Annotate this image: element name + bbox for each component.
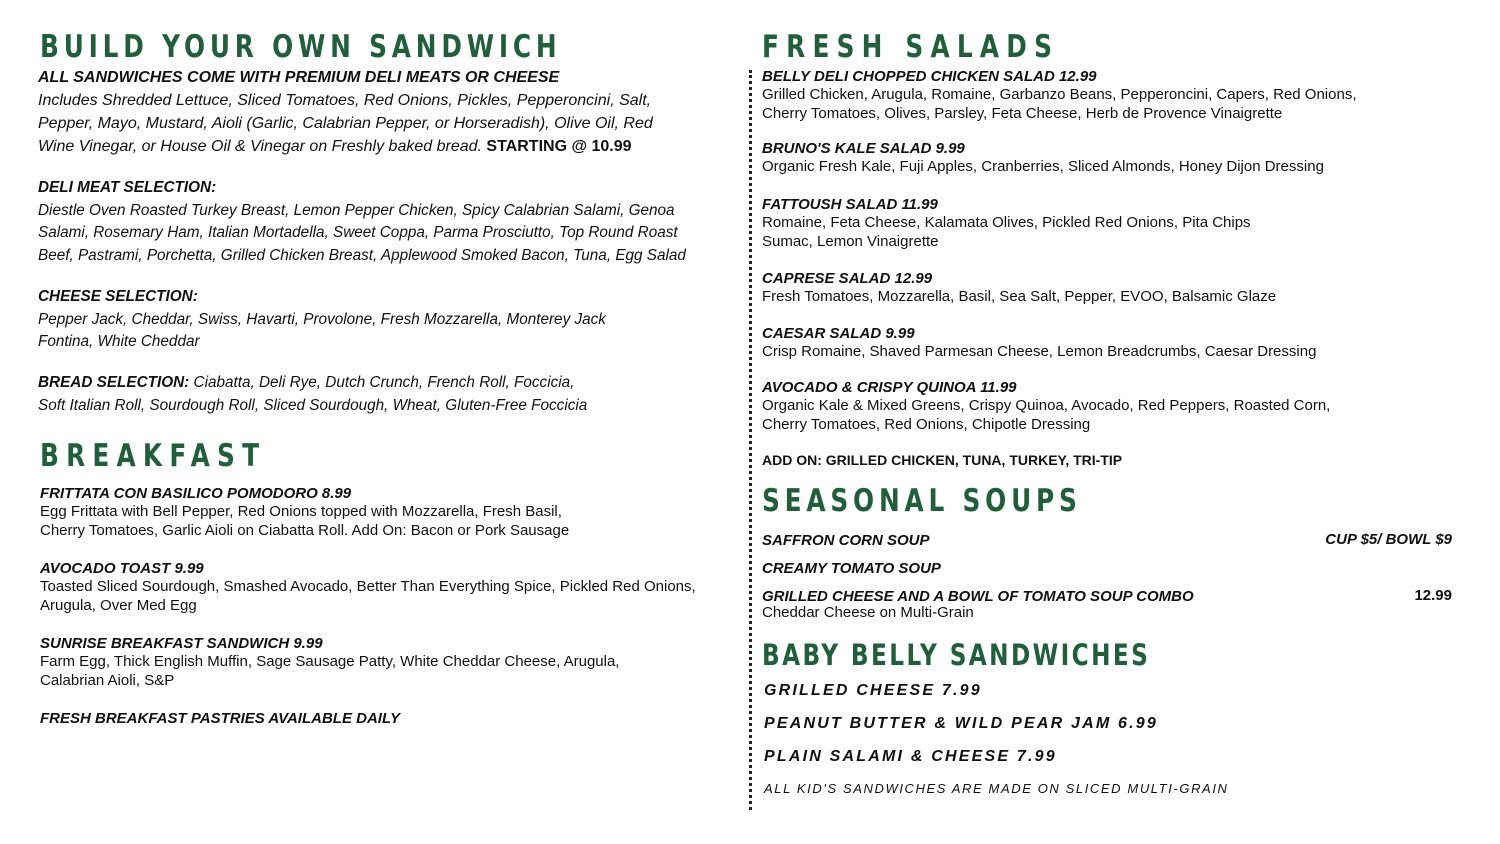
soup-item: SAFFRON CORN SOUP <box>762 532 930 549</box>
salad-item <box>762 324 1462 362</box>
soup-combo-desc: Cheddar Cheese on Multi-Grain <box>762 604 974 621</box>
breakfast-item-title: FRITTATA CON BASILICO POMODORO 8.99 <box>40 485 352 502</box>
salad-item <box>762 195 1462 251</box>
sandwich-intro <box>38 66 738 158</box>
bread-selection-first-line <box>38 372 738 395</box>
meat-selection-label: DELI MEAT SELECTION: <box>38 179 217 196</box>
sandwich-intro-line: Wine Vinegar, or House Oil & Vinegar on Freshly baked bread. <box>38 138 482 155</box>
soup-price: CUP $5/ BOWL $9 <box>1325 531 1452 548</box>
salad-item-desc: Crisp Romaine, Shaved Parmesan Cheese, Lemon Breadcrumbs, Caesar Dressing <box>762 343 1317 360</box>
salad-item-desc: Romaine, Feta Cheese, Kalamata Olives, Pickled Red Onions, Pita Chips <box>762 214 1251 231</box>
meat-selection-line: Beef, Pastrami, Porchetta, Grilled Chicken Breast, Applewood Smoked Bacon, Tuna, Egg Salad <box>38 246 686 264</box>
soup-item: GRILLED CHEESE AND A BOWL OF TOMATO SOUP COMBO <box>762 588 1194 605</box>
cheese-selection-line: Fontina, White Cheddar <box>38 333 200 350</box>
bread-selection-line: Ciabatta, Deli Rye, Dutch Crunch, French Roll, Foccicia, <box>189 374 575 391</box>
column-divider <box>749 70 752 810</box>
salad-item-title: BELLY DELI CHOPPED CHICKEN SALAD 12.99 <box>762 68 1097 85</box>
breakfast-item-title: AVOCADO TOAST 9.99 <box>40 560 204 577</box>
salad-add-on: ADD ON: GRILLED CHICKEN, TUNA, TURKEY, TRI-TIP <box>762 452 1123 468</box>
salad-item <box>762 378 1462 434</box>
salad-item-desc: Sumac, Lemon Vinaigrette <box>762 232 939 250</box>
salad-item-desc: Fresh Tomatoes, Mozzarella, Basil, Sea Salt, Pepper, EVOO, Balsamic Glaze <box>762 288 1277 305</box>
cheese-selection <box>38 286 738 354</box>
kid-sandwich-item: PLAIN SALAMI & CHEESE 7.99 <box>764 748 1057 765</box>
salad-item-title: CAPRESE SALAD 12.99 <box>762 270 933 287</box>
sandwich-intro-line: Pepper, Mayo, Mustard, Aioli (Garlic, Calabrian Pepper, or Horseradish), Olive Oil, Red <box>38 115 653 132</box>
salad-item-desc: Grilled Chicken, Arugula, Romaine, Garbanzo Beans, Pepperoncini, Capers, Red Onions, <box>762 86 1357 103</box>
starting-price: STARTING @ 10.99 <box>486 138 632 155</box>
breakfast-item-title: SUNRISE BREAKFAST SANDWICH 9.99 <box>40 635 323 652</box>
sandwich-heading: BUILD YOUR OWN SANDWICH <box>40 29 562 65</box>
bread-selection-line: Soft Italian Roll, Sourdough Roll, Sliced Sourdough, Wheat, Gluten-Free Foccicia <box>38 396 588 414</box>
salad-item-title: BRUNO'S KALE SALAD 9.99 <box>762 140 965 157</box>
breakfast-item <box>40 559 740 615</box>
salad-item-title: FATTOUSH SALAD 11.99 <box>762 196 938 213</box>
soup-combo-price: 12.99 <box>1414 587 1452 604</box>
breakfast-item-desc: Toasted Sliced Sourdough, Smashed Avocado, Better Than Everything Spice, Pickled Red Onions, <box>40 578 696 595</box>
soup-item: CREAMY TOMATO SOUP <box>762 560 941 577</box>
baby-heading: BABY BELLY SANDWICHES <box>762 638 1151 672</box>
kid-sandwich-note: ALL KID'S SANDWICHES ARE MADE ON SLICED MULTI-GRAIN <box>764 781 1229 796</box>
meat-selection-line: Diestle Oven Roasted Turkey Breast, Lemon Pepper Chicken, Spicy Calabrian Salami, Genoa <box>38 201 675 219</box>
salad-item-desc: Organic Kale & Mixed Greens, Crispy Quinoa, Avocado, Red Peppers, Roasted Corn, <box>762 397 1331 414</box>
cheese-selection-label: CHEESE SELECTION: <box>38 288 198 305</box>
sandwich-intro-line: Includes Shredded Lettuce, Sliced Tomatoes, Red Onions, Pickles, Pepperoncini, Salt, <box>38 92 652 109</box>
cheese-selection-line: Pepper Jack, Cheddar, Swiss, Havarti, Provolone, Fresh Mozzarella, Monterey Jack <box>38 310 606 328</box>
salad-item <box>762 269 1462 307</box>
salad-item-desc: Organic Fresh Kale, Fuji Apples, Cranberries, Sliced Almonds, Honey Dijon Dressing <box>762 158 1324 175</box>
salad-item-desc: Cherry Tomatoes, Red Onions, Chipotle Dressing <box>762 415 1091 433</box>
bread-selection <box>38 372 738 417</box>
breakfast-item <box>40 634 740 690</box>
breakfast-item-desc: Farm Egg, Thick English Muffin, Sage Sausage Patty, White Cheddar Cheese, Arugula, <box>40 653 620 670</box>
breakfast-item-desc: Arugula, Over Med Egg <box>40 596 197 614</box>
breakfast-item <box>40 484 740 540</box>
bread-selection-label: BREAD SELECTION: <box>38 374 190 391</box>
salad-item-title: AVOCADO & CRISPY QUINOA 11.99 <box>762 379 1017 396</box>
meat-selection-line: Salami, Rosemary Ham, Italian Mortadella, Sweet Coppa, Parma Prosciutto, Top Round Roast <box>38 224 678 241</box>
kid-sandwich-item: PEANUT BUTTER & WILD PEAR JAM 6.99 <box>764 715 1158 732</box>
kid-sandwich-item: GRILLED CHEESE 7.99 <box>764 682 982 699</box>
breakfast-item-desc: Egg Frittata with Bell Pepper, Red Onions topped with Mozzarella, Fresh Basil, <box>40 503 562 520</box>
salad-item-title: CAESAR SALAD 9.99 <box>762 325 915 342</box>
sandwich-intro-title: ALL SANDWICHES COME WITH PREMIUM DELI MEATS OR CHEESE <box>38 69 560 86</box>
breakfast-footer: FRESH BREAKFAST PASTRIES AVAILABLE DAILY <box>40 710 401 727</box>
breakfast-item-desc: Cherry Tomatoes, Garlic Aioli on Ciabatta Roll. Add On: Bacon or Pork Sausage <box>40 521 570 539</box>
salad-item <box>762 139 1462 177</box>
breakfast-item-desc: Calabrian Aioli, S&P <box>40 671 175 689</box>
salad-item <box>762 67 1462 123</box>
breakfast-heading: BREAKFAST <box>40 438 267 474</box>
sandwich-intro-last-line <box>38 135 738 158</box>
soups-heading: SEASONAL SOUPS <box>762 483 1082 519</box>
salads-heading: FRESH SALADS <box>762 29 1060 65</box>
meat-selection <box>38 177 738 267</box>
salad-item-desc: Cherry Tomatoes, Olives, Parsley, Feta Cheese, Herb de Provence Vinaigrette <box>762 104 1283 122</box>
